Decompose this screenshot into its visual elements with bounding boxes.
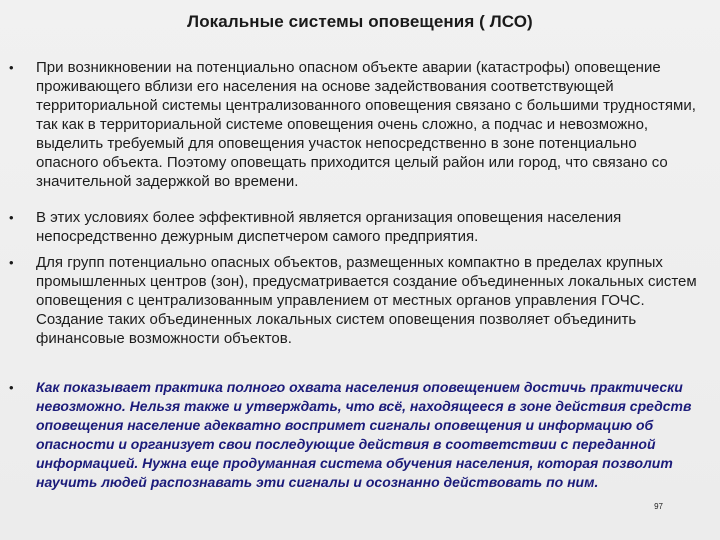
bullet-text-emphasis: Как показывает практика полного охвата населения оповещением достичь практически невозможно. Нельзя также и утверждать, что всё, находящееся в зоне действия средств оповещения население адекватно воспримет сигналы оповещения и информацию об опасности и организует свои последующие действия в соответствии с переданной информацией. Нужна еще продуманная система обучения населения, которая позволит научить людей распознавать эти сигналы и осознанно действовать по ним. bbox=[36, 379, 692, 490]
page-number: 97 bbox=[654, 502, 663, 511]
bullet-marker: • bbox=[9, 60, 14, 75]
bullet-marker: • bbox=[9, 210, 14, 225]
bullet-marker: • bbox=[9, 380, 14, 395]
bullet-marker: • bbox=[9, 255, 14, 270]
slide-title: Локальные системы оповещения ( ЛСО) bbox=[187, 12, 533, 31]
bullet-text: При возникновении на потенциально опасном объекте аварии (катастрофы) оповещение проживающего вблизи его населения на основе задействования соответствующей территориальной системы централизованного оповещения связано с большими трудностями, так как в территориальной системе оповещения очень сложно, а подчас и невозможно, выделить требуемый для оповещения участок непосредственно в зоне потенциально опасного объекта. Поэтому оповещать приходится целый район или город, что связано со значительной задержкой во времени. bbox=[36, 59, 696, 190]
bullet-text: Для групп потенциально опасных объектов, размещенных компактно в пределах крупных промышленных центров (зон), предусматривается создание объединенных локальных систем оповещения с централизованным управлением от местных органов управления ГОЧС. Создание таких объединенных локальных систем оповещения позволяет объединить финансовые возможности объектов. bbox=[36, 254, 697, 347]
bullet-text: В этих условиях более эффективной является организация оповещения населения непосредственно дежурным диспетчером самого предприятия. bbox=[36, 209, 622, 245]
